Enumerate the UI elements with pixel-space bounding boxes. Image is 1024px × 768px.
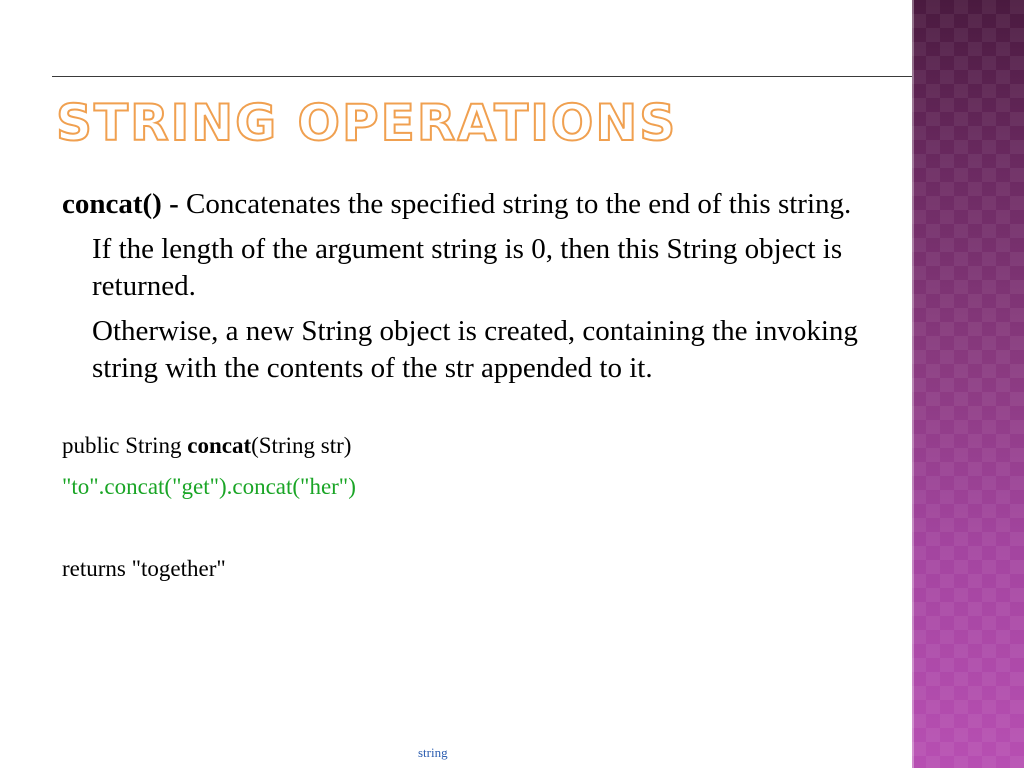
slide-body — [62, 186, 882, 584]
slide-footer: string — [418, 745, 448, 760]
method-description — [62, 186, 882, 223]
method-name: concat() — [62, 188, 162, 220]
top-divider-line — [52, 76, 948, 77]
new-object-text: Otherwise, a new String object is created, containing the invoking string with the contents of the str appended to it — [92, 315, 858, 384]
method-dash: - — [161, 188, 187, 220]
slide-title: STRING OPERATIONS — [56, 94, 678, 152]
description-text: Concatenates the specified string to the end of this string. — [186, 188, 852, 220]
method-signature — [62, 431, 882, 461]
signature-prefix: public String — [62, 433, 188, 458]
result-text: returns "together" — [62, 556, 226, 581]
signature-suffix: (String str) — [251, 433, 352, 458]
signature-method: concat — [187, 433, 252, 458]
decorative-side-panel — [912, 0, 1024, 768]
new-object-note — [62, 313, 882, 387]
empty-argument-note: If the length of the argument string is 0, then this String object is returned. — [92, 233, 843, 302]
example-code: "to".concat("get").concat("her") — [62, 474, 356, 499]
new-object-period: . — [645, 352, 653, 384]
